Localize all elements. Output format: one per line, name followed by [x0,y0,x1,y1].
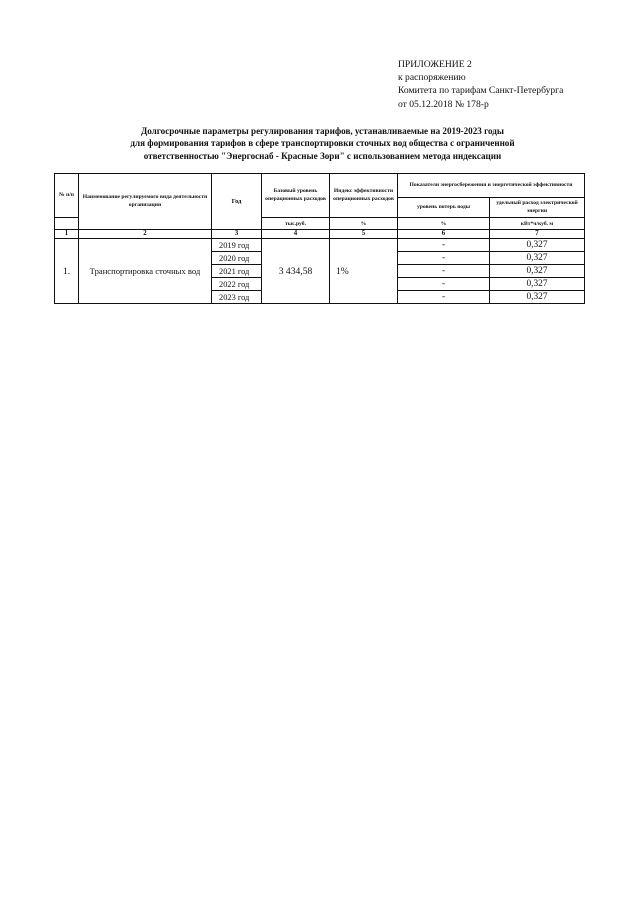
column-number: 2 [79,230,212,239]
header-row-1 [55,174,585,198]
appendix-block [398,58,563,111]
activity-name: Транспортировка сточных вод [79,239,212,304]
appendix-label: ПРИЛОЖЕНИЕ 2 [398,59,472,70]
title-line-2: для формирования тарифов в сфере транспортировки сточных вод общества с ограниченной [130,138,515,149]
index-value: 1% [330,239,398,304]
header-base-level: Базовый уровень операционных расходов [262,174,330,218]
unit-num-empty [55,218,79,230]
unit-index: % [330,218,398,230]
unit-energy-consumption: кВт*ч/куб. м [490,218,585,230]
year-cell: 2019 год [212,239,262,252]
energy-value: 0,327 [490,291,585,304]
energy-value: 0,327 [490,239,585,252]
unit-water-loss: % [398,218,490,230]
title-line-3: ответственностью "Энергоснаб - Красные Зори" с использованием метода индексации [143,150,502,161]
water-loss-value: - [398,239,490,252]
row-number: 1. [55,239,79,304]
document-title [60,125,585,162]
appendix-ref-line: к распоряжению [398,72,466,84]
unit-base-level: тыс.руб. [262,218,330,230]
table-row [55,239,585,252]
year-cell: 2022 год [212,278,262,291]
header-index: Индекс эффективности операционных расходов [330,174,398,218]
column-number: 1 [55,230,79,239]
water-loss-value: - [398,252,490,265]
appendix-committee-line: Комитета по тарифам Санкт-Петербурга [398,85,564,97]
energy-value: 0,327 [490,265,585,278]
header-activity: Наименование регулируемого вида деятельности организации [79,174,212,230]
energy-value: 0,327 [490,278,585,291]
parameters-table [54,173,585,304]
header-energy-consumption: удельный расход электрической энергии [490,198,585,218]
water-loss-value: - [398,278,490,291]
header-num: № п/п [55,174,79,218]
column-number: 5 [330,230,398,239]
year-cell: 2020 год [212,252,262,265]
column-number: 7 [490,230,585,239]
header-energy-group: Показатели энергосбережения и энергетической эффективности [398,174,585,198]
title-line-1: Долгосрочные параметры регулирования тарифов, устанавливаемые на 2019-2023 годы [140,126,504,136]
water-loss-value: - [398,291,490,304]
base-level-value: 3 434,58 [262,239,330,304]
header-water-loss: уровень потерь воды [398,198,490,218]
appendix-date-line: от 05.12.2018 № 178-р [398,98,489,110]
water-loss-value: - [398,265,490,278]
year-cell: 2021 год [212,265,262,278]
header-year: Год [212,174,262,230]
column-number: 3 [212,230,262,239]
energy-value: 0,327 [490,252,585,265]
column-number: 4 [262,230,330,239]
column-number-row [55,230,585,239]
column-number: 6 [398,230,490,239]
year-cell: 2023 год [212,291,262,304]
